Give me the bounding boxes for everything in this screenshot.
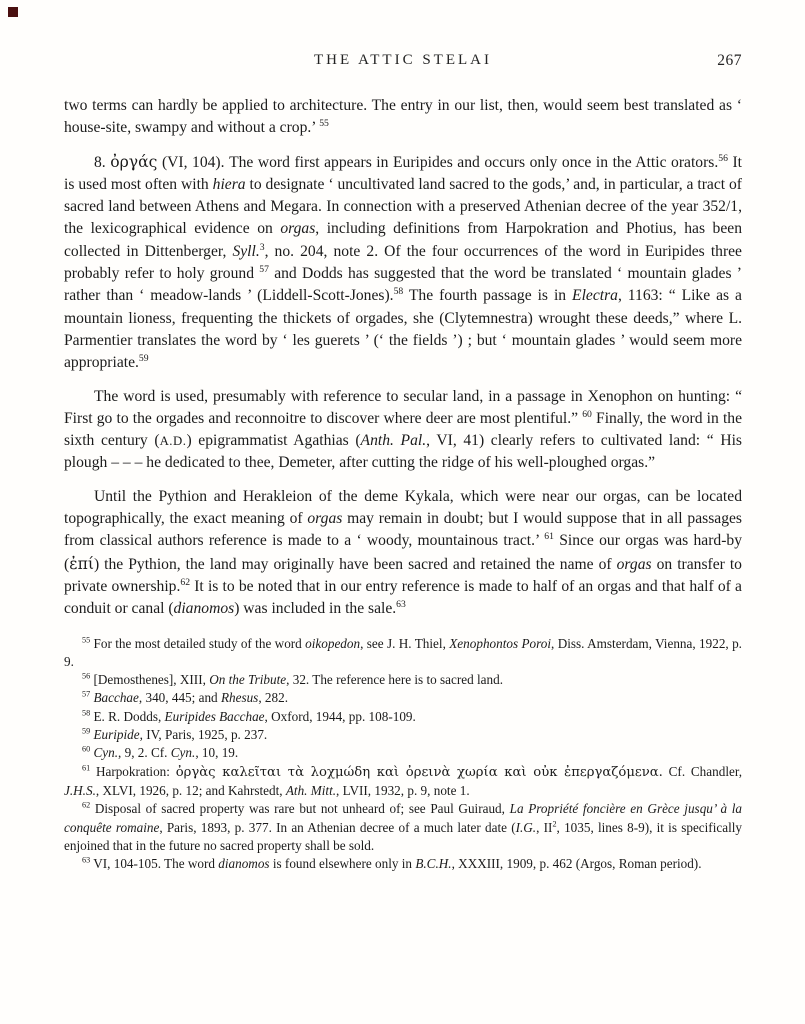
footnote-ref: 57 xyxy=(259,263,269,275)
paragraph xyxy=(64,386,742,475)
text-run-italic: B.C.H. xyxy=(415,856,452,872)
text-run: For the most detailed study of the word xyxy=(90,635,306,651)
text-run-italic: Anth. Pal. xyxy=(360,432,427,450)
text-run: may remain in doubt; but I would suppose that in all passages from classical authors reference is made to a ‘ woody, mountainous tract.’ xyxy=(64,510,742,550)
text-run-italic: Electra xyxy=(572,287,618,305)
footnote-ref: 55 xyxy=(319,118,329,130)
text-run-italic: On the Tribute xyxy=(209,672,287,688)
text-run-italic: Bacchae xyxy=(93,690,139,706)
text-run-italic: dianomos xyxy=(173,600,235,618)
text-run: Cf. Chandler, xyxy=(662,763,742,779)
text-run-italic: Euripide xyxy=(93,727,140,743)
text-run: Finally, the word in the sixth century ( xyxy=(64,409,742,450)
text-run-italic: orgas xyxy=(280,220,316,238)
text-run: , 1163: “ Like as a mountain lioness, frequenting the thickets of orgades, she (Clytemnestra) wrought these deeds,” where L. Parmentier translates the word by ‘ les guerets ’ (‘ the fields ’) ; but ‘ mountain glades ’ would seem more appropriate. xyxy=(64,287,742,372)
text-run: ) epigrammatist Agathias ( xyxy=(186,432,361,450)
footnote xyxy=(64,800,742,855)
text-run: , XXXIII, 1909, p. 462 (Argos, Roman period). xyxy=(451,856,702,872)
text-run: , including definitions from Harpokration and Photius, has been collected in Dittenberger, xyxy=(64,220,742,260)
page-title: THE ATTIC STELAI xyxy=(314,52,492,68)
footnote-section xyxy=(64,635,742,874)
text-run: , 9, 2. Cf. xyxy=(118,745,171,761)
text-run: , Paris, 1893, p. 377. In an Athenian decree of a much later date ( xyxy=(159,819,516,835)
text-run: 8. xyxy=(94,153,111,171)
text-run-italic: hiera xyxy=(212,175,246,193)
text-run-italic: J.H.S. xyxy=(64,782,96,798)
text-run: VI, 104-105. The word xyxy=(90,856,219,872)
footnote-ref: 2 xyxy=(552,819,557,829)
footnote-ref: 59 xyxy=(138,353,149,365)
footnote-ref: 63 xyxy=(396,599,406,611)
text-run: It is to be noted that in our entry reference is made to half of an orgas and that half of a conduit or canal ( xyxy=(64,577,742,618)
text-run: , LVII, 1932, p. 9, note 1. xyxy=(336,782,470,798)
text-run: and Dodds has suggested that the word be translated ‘ mountain glades ’ rather than ‘ meadow-lands ’ (Liddell-Scott-Jones). xyxy=(64,265,743,305)
paragraph xyxy=(64,486,742,621)
greek-text: ὀργάς xyxy=(110,152,158,171)
text-run-italic: Ath. Mitt. xyxy=(285,782,337,798)
footnote xyxy=(64,763,742,801)
text-run: E. R. Dodds, xyxy=(90,708,165,724)
footnote-ref: 62 xyxy=(82,800,91,810)
text-run-italic: Rhesus xyxy=(220,690,259,706)
paragraph xyxy=(64,95,742,140)
text-run: (VI, 104). The word first appears in Euripides and occurs only once in the Attic orators. xyxy=(157,153,719,171)
text-run: Since our orgas was hard-by ( xyxy=(64,532,742,573)
text-run: [Demosthenes], XIII, xyxy=(90,672,210,688)
text-run: , 1035, lines 8-9), it is specifically enjoined that in the future no sacred property shall be sold. xyxy=(64,819,742,853)
footnote-ref: 55 xyxy=(82,635,91,645)
text-run-italic: orgas xyxy=(307,510,343,528)
corner-mark xyxy=(8,7,18,17)
footnote-ref: 60 xyxy=(582,408,592,420)
footnote-ref: 57 xyxy=(82,690,91,700)
footnote-ref: 63 xyxy=(82,855,91,865)
footnote-ref: 61 xyxy=(82,763,91,773)
text-run-italic: oikopedon xyxy=(305,635,361,651)
page-number: 267 xyxy=(717,52,742,69)
footnote-ref: 61 xyxy=(544,531,554,543)
text-run: on transfer to private ownership. xyxy=(64,555,742,595)
body-text xyxy=(64,95,742,621)
text-run: ) the Pythion, the land may originally have been sacred and retained the name of xyxy=(93,555,617,573)
footnote xyxy=(64,671,742,689)
text-run: , 10, 19. xyxy=(195,745,239,761)
text-run: , II xyxy=(536,819,553,835)
paragraph xyxy=(64,151,742,375)
text-run: , XLVI, 1926, p. 12; and Kahrstedt, xyxy=(95,782,286,798)
text-run-italic: I.G. xyxy=(515,819,537,835)
footnote xyxy=(64,855,742,873)
text-run-italic: orgas xyxy=(616,555,652,573)
page-header xyxy=(64,52,742,69)
text-run: , 340, 445; and xyxy=(138,690,221,706)
text-run: , 32. The reference here is to sacred land. xyxy=(286,672,504,688)
footnote xyxy=(64,744,742,762)
footnote-ref: 56 xyxy=(82,671,91,681)
text-run-italic: La Propriété foncière en Grèce jusqu’ à la conquête romaine xyxy=(64,801,742,835)
text-run: , Oxford, 1944, pp. 108-109. xyxy=(264,708,416,724)
page-content xyxy=(64,52,742,873)
text-run: ) was included in the sale. xyxy=(234,600,397,618)
footnote xyxy=(64,726,742,744)
text-run: Disposal of sacred property was rare but not unheard of; see Paul Guiraud, xyxy=(90,801,510,817)
text-run: The fourth passage is in xyxy=(403,287,573,305)
text-run: is found elsewhere only in xyxy=(269,856,416,872)
footnote-ref: 62 xyxy=(180,576,191,588)
text-run: Harpokration: xyxy=(90,763,176,779)
greek-text: ἐπί xyxy=(69,554,94,573)
text-run-italic: Xenophontos Poroi xyxy=(449,635,552,651)
footnote-ref: 60 xyxy=(82,744,91,754)
text-run: The word is used, presumably with reference to secular land, in a passage in Xenophon on hunting: “ First go to the orgades and reconnoitre to discover where deer are most plentiful.” xyxy=(64,387,742,427)
text-run: Until the Pythion and Herakleion of the deme Kykala, which were near our orgas, can be located topographically, the exact meaning of xyxy=(64,487,742,528)
text-run-italic: Euripides Bacchae xyxy=(164,708,265,724)
text-run: to designate ‘ uncultivated land sacred to the gods,’ and, in particular, a tract of sacred land between Athens and Megara. In connection with a preserved Athenian decree of the year 352/1, the lexicographical evidence on xyxy=(64,175,742,238)
text-run: A.D. xyxy=(159,434,187,449)
text-run: , no. 204, note 2. Of the four occurrences of the word in Euripides three probably refer to holy ground xyxy=(64,242,742,283)
greek-text: ὀργὰς καλεῖται τὰ λοχμώδη καὶ ὀρεινὰ χωρία καὶ οὐκ ἐπεργαζόμενα. xyxy=(175,764,663,780)
text-run-italic: dianomos xyxy=(218,856,270,872)
footnote xyxy=(64,689,742,707)
footnote-ref: 58 xyxy=(82,708,91,718)
footnote-ref: 59 xyxy=(82,726,91,736)
footnote-ref: 56 xyxy=(718,152,728,164)
text-run: , IV, Paris, 1925, p. 237. xyxy=(139,727,268,743)
text-run: It is used most often with xyxy=(64,153,742,193)
footnote-ref: 58 xyxy=(393,286,404,298)
footnote-ref: 3 xyxy=(259,241,265,253)
text-run: two terms can hardly be applied to architecture. The entry in our list, then, would seem best translated as ‘ house-site, swampy and without a crop.’ xyxy=(64,97,742,137)
text-run: , 282. xyxy=(258,690,288,706)
footnote xyxy=(64,635,742,672)
text-run-italic: Cyn. xyxy=(170,745,196,761)
footnote xyxy=(64,708,742,726)
text-run: , see J. H. Thiel, xyxy=(360,635,450,651)
text-run-italic: Cyn. xyxy=(93,745,119,761)
text-run: , VI, 41) clearly refers to cultivated land: “ His plough – – – he dedicated to thee, Demeter, after cutting the ridge of his well-ploughed orgas.” xyxy=(64,432,742,472)
text-run-italic: Syll. xyxy=(232,242,260,260)
text-run: , Diss. Amsterdam, Vienna, 1922, p. 9. xyxy=(64,635,742,669)
